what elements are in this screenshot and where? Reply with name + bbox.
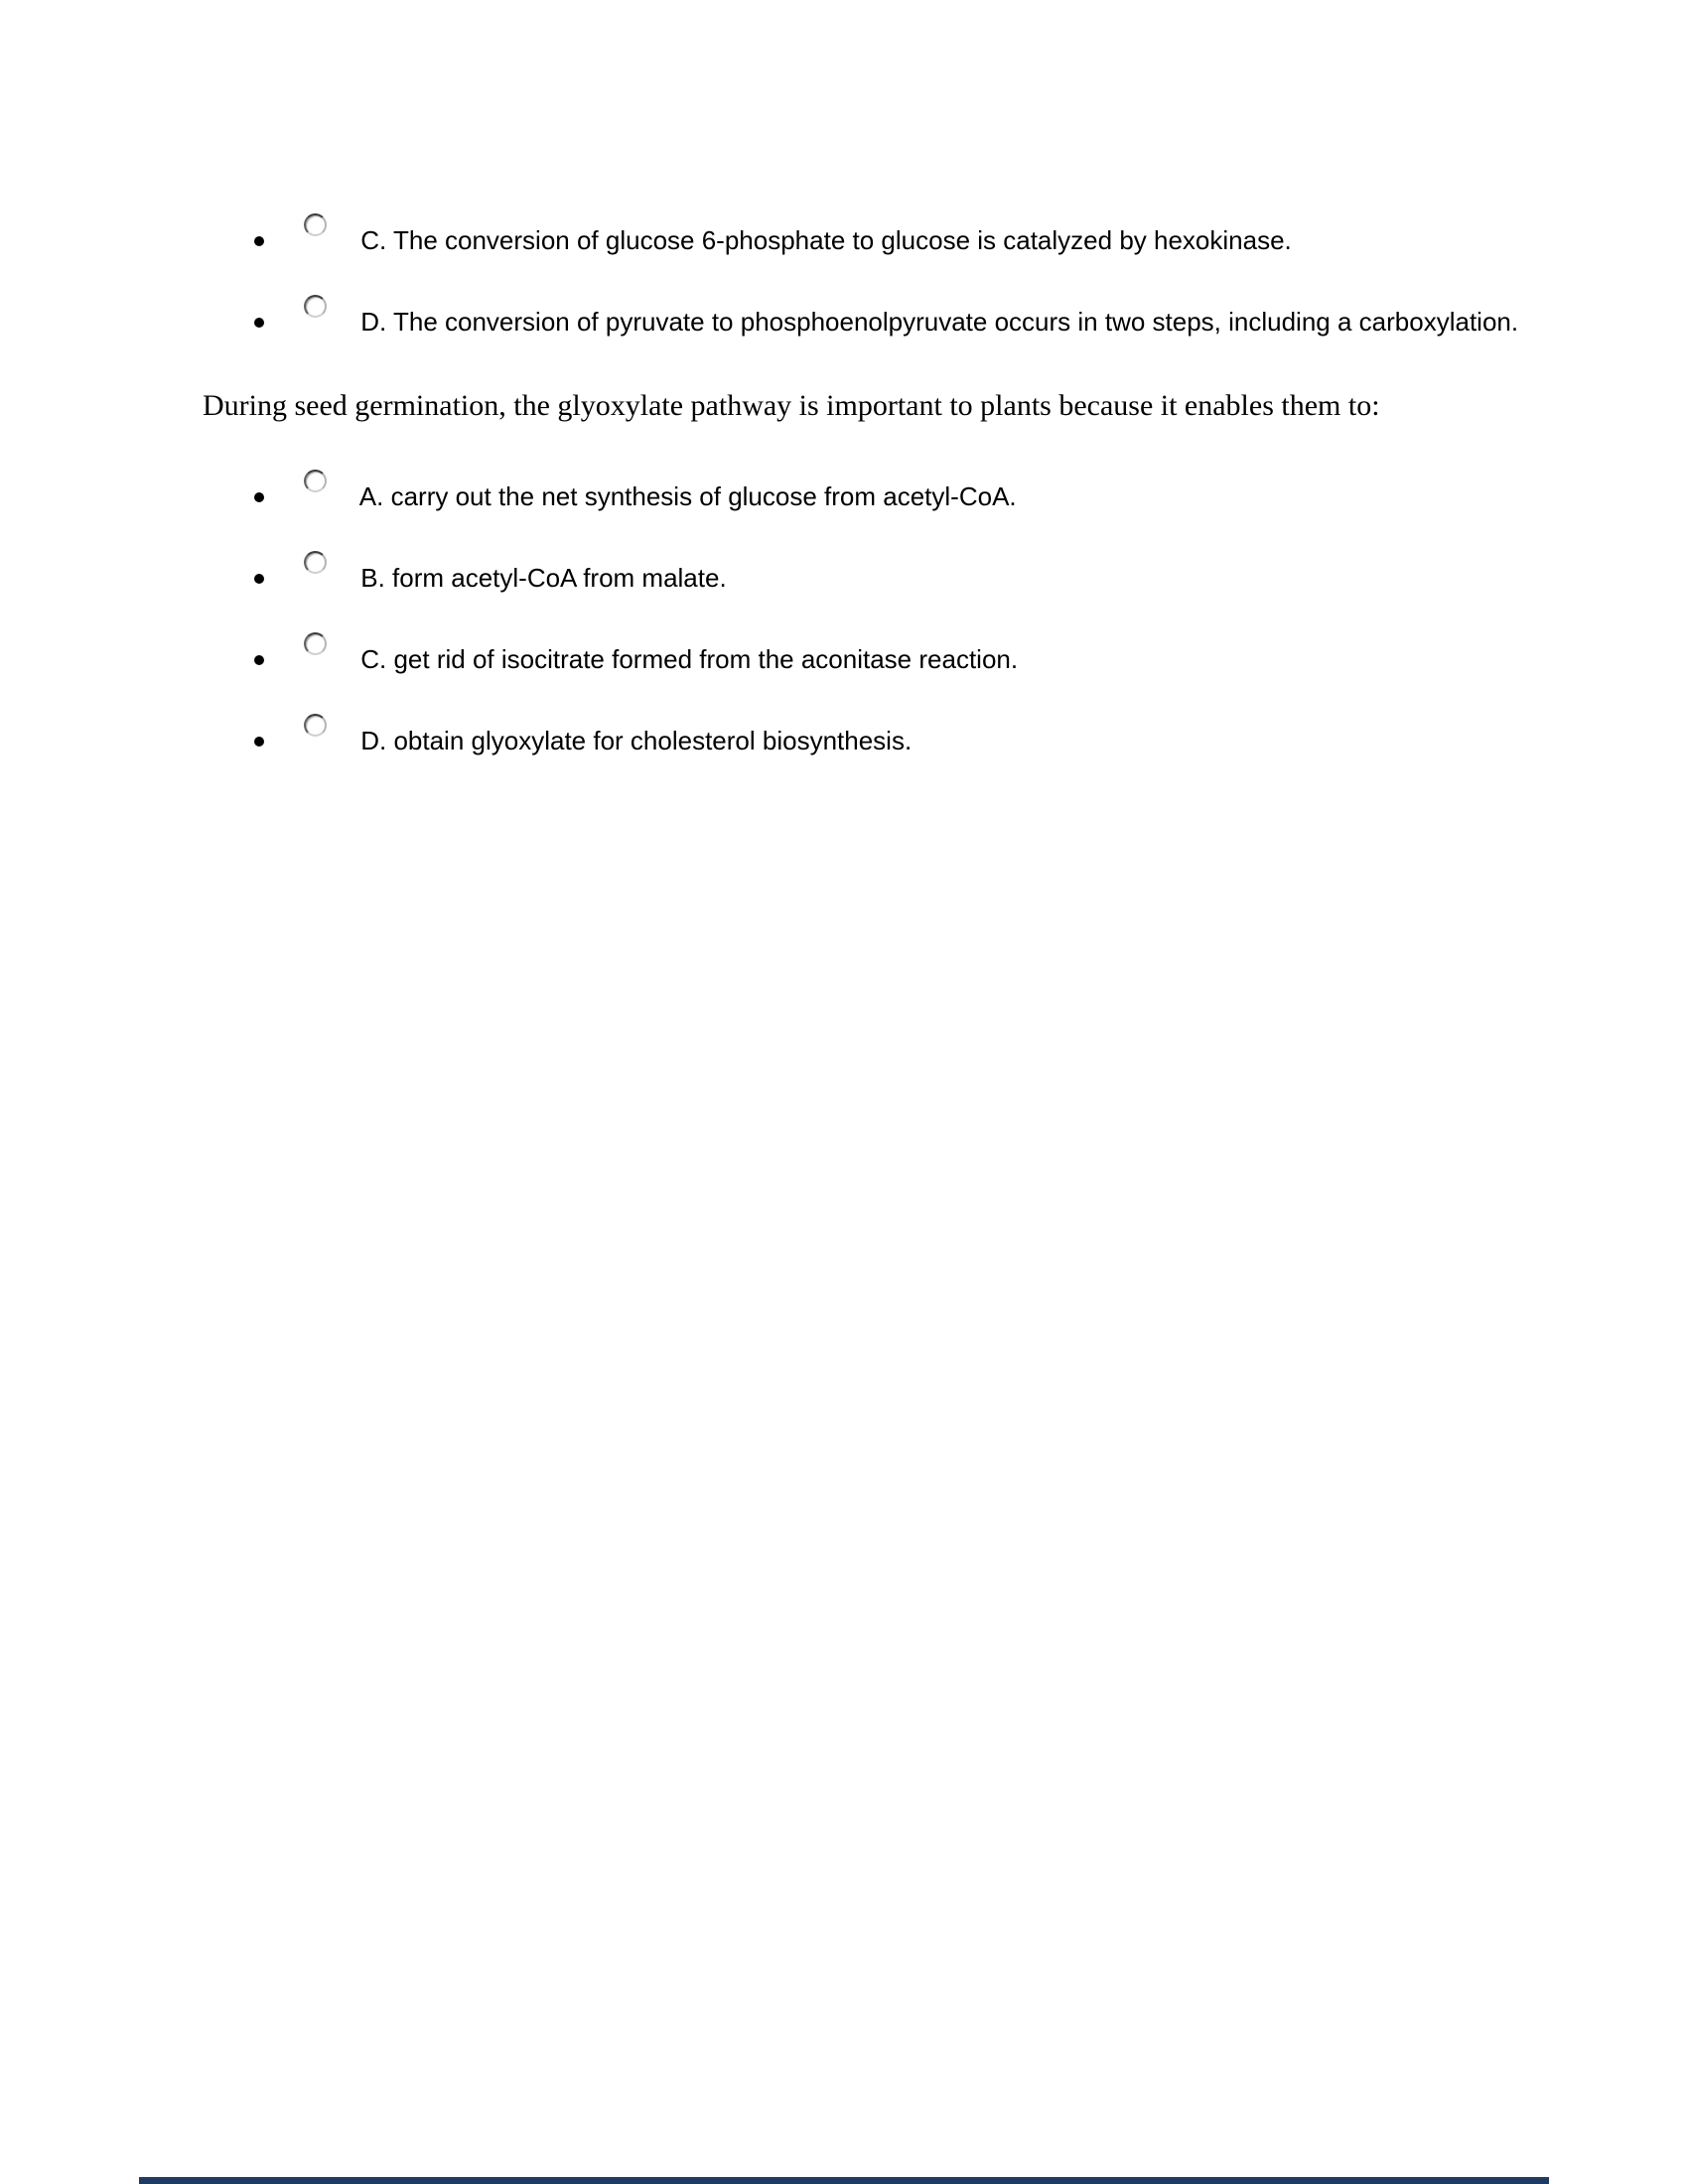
radio-button-icon[interactable] (304, 714, 327, 737)
radio-option-d[interactable] (304, 723, 1545, 759)
page-bottom-bar (139, 2177, 1549, 2184)
answer-option-list (0, 478, 1688, 759)
list-bullet-icon (254, 236, 264, 246)
list-bullet-icon (254, 492, 264, 502)
option-label: C. The conversion of glucose 6-phosphate to glucose is catalyzed by hexokinase. (360, 225, 1292, 255)
list-bullet-icon (254, 318, 264, 328)
option-label: C. get rid of isocitrate formed from the aconitase reaction. (360, 644, 1019, 674)
option-label: B. form acetyl-CoA from malate. (360, 563, 727, 593)
radio-button-icon[interactable] (304, 470, 327, 492)
radio-button-icon[interactable] (304, 551, 327, 574)
option-label: A. carry out the net synthesis of glucose from acetyl-CoA. (358, 481, 1017, 511)
list-bullet-icon (254, 655, 264, 665)
radio-option-b[interactable] (304, 560, 1545, 597)
radio-option-prev-c[interactable] (304, 222, 1545, 259)
radio-option-prev-d[interactable] (304, 304, 1545, 341)
radio-button-icon[interactable] (304, 632, 327, 655)
list-bullet-icon (254, 737, 264, 747)
radio-button-icon[interactable] (304, 213, 327, 236)
radio-option-c[interactable] (304, 641, 1545, 678)
option-label: D. obtain glyoxylate for cholesterol biosynthesis. (360, 726, 913, 755)
radio-option-a[interactable] (304, 478, 1545, 515)
previous-question-option-list (0, 222, 1688, 341)
radio-button-icon[interactable] (304, 295, 327, 318)
question-text: During seed germination, the glyoxylate pathway is important to plants because it enables them to: (203, 389, 1380, 422)
list-bullet-icon (254, 574, 264, 584)
option-label: D. The conversion of pyruvate to phosphoenolpyruvate occurs in two steps, including a carboxylation. (360, 307, 1519, 337)
